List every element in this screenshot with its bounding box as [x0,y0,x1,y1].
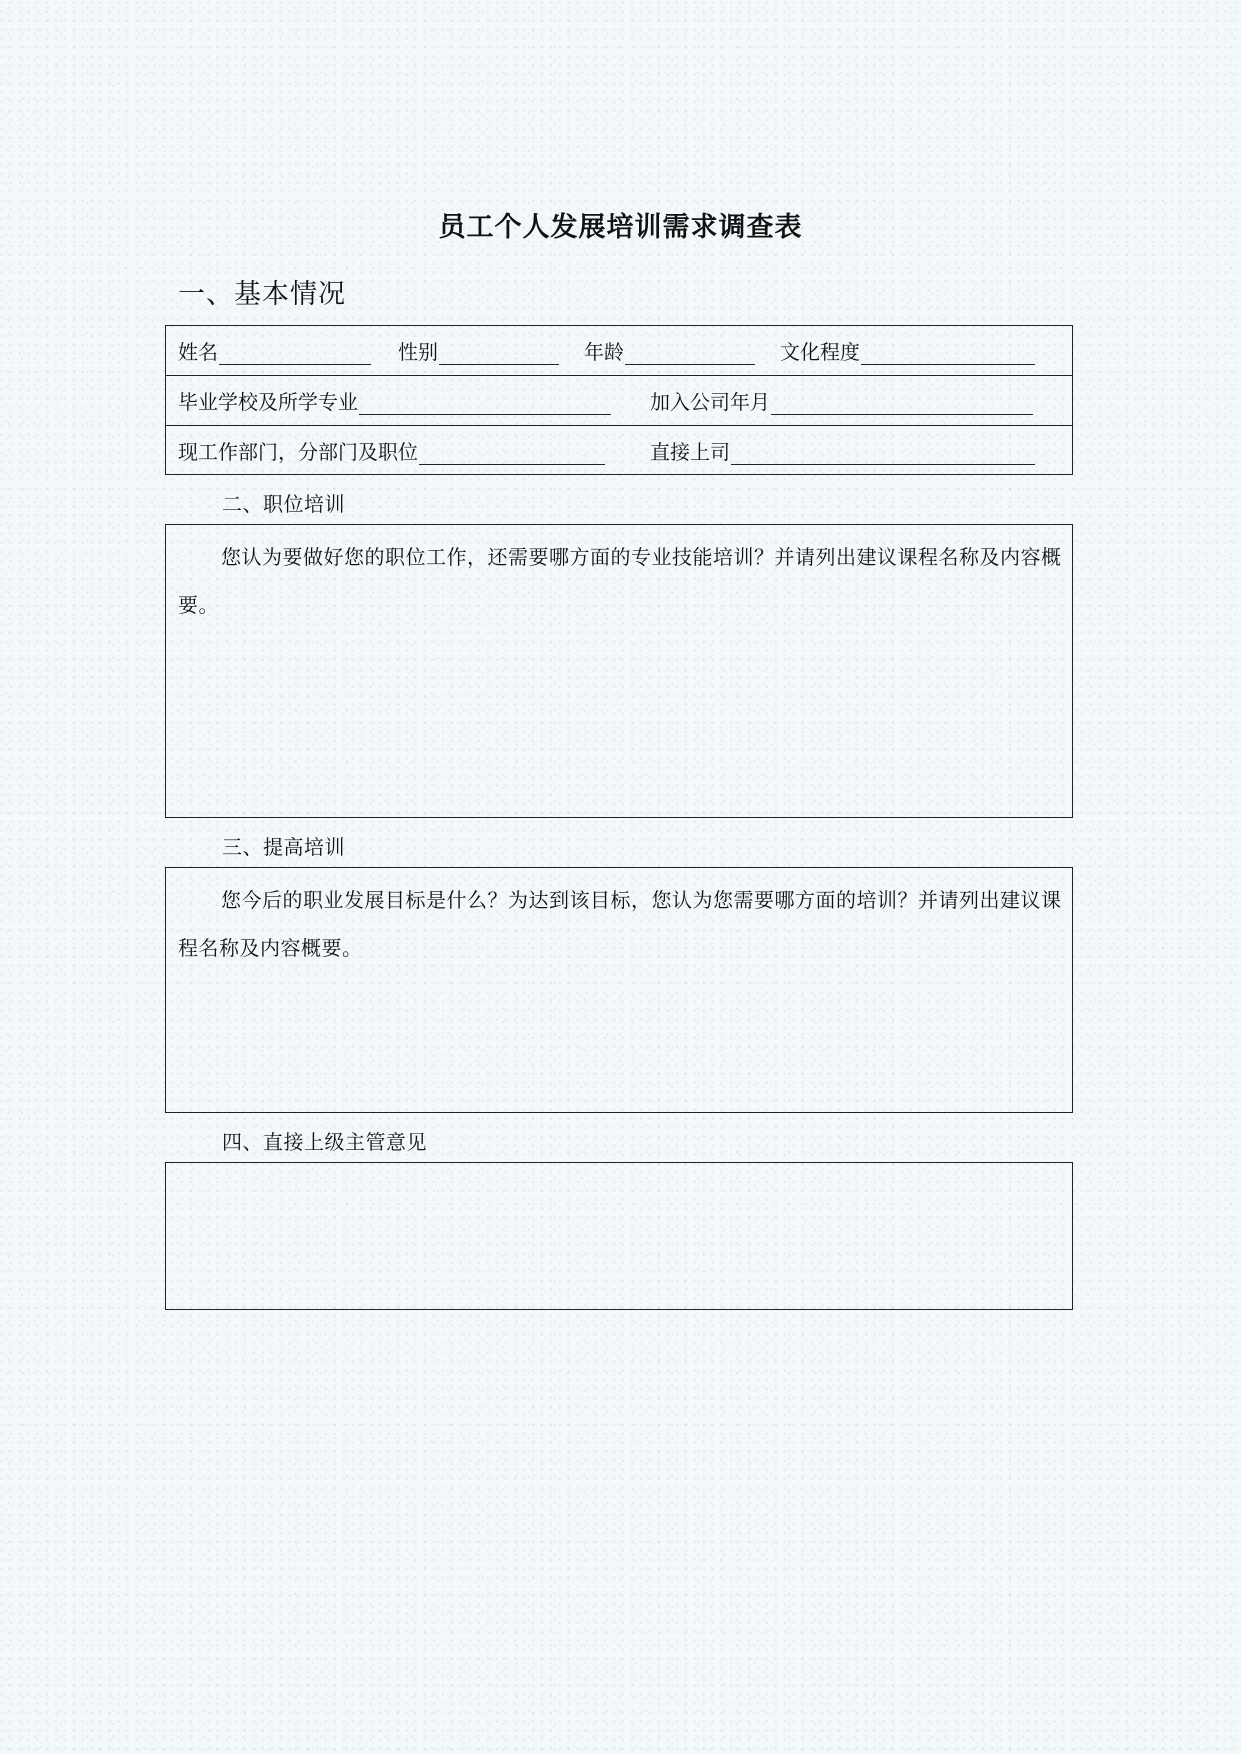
name-label: 姓名 [178,340,218,364]
gender-input-line[interactable] [439,340,559,365]
education-field[interactable] [780,336,1035,365]
supervisor-opinion-box[interactable] [165,1162,1073,1310]
join-date-field[interactable] [650,386,1033,415]
school-label: 毕业学校及所学专业 [178,390,358,414]
age-input-line[interactable] [625,340,755,365]
improvement-training-box[interactable] [165,867,1073,1113]
education-label: 文化程度 [780,340,860,364]
improvement-training-question: 您今后的职业发展目标是什么？为达到该目标，您认为您需要哪方面的培训？并请列出建议课程名称及内容概要。 [178,888,1062,960]
info-row-personal [166,326,1072,376]
school-field[interactable] [178,386,611,415]
name-field[interactable] [178,336,371,365]
join-date-label: 加入公司年月 [650,390,770,414]
gender-field[interactable] [398,336,559,365]
supervisor-label: 直接上司 [650,440,730,464]
name-input-line[interactable] [219,340,371,365]
section-position-training-heading: 二、职位培训 [222,492,345,516]
age-field[interactable] [584,336,755,365]
age-label: 年龄 [584,340,624,364]
school-input-line[interactable] [359,390,611,415]
department-input-line[interactable] [419,440,605,465]
info-row-school [166,375,1072,425]
supervisor-field[interactable] [650,436,1035,465]
education-input-line[interactable] [861,340,1035,365]
position-training-question: 您认为要做好您的职位工作，还需要哪方面的专业技能培训？并请列出建议课程名称及内容概要。 [178,545,1062,617]
supervisor-input-line[interactable] [731,440,1035,465]
document-title: 员工个人发展培训需求调查表 [438,212,803,243]
department-label: 现工作部门，分部门及职位 [178,440,418,464]
section-supervisor-opinion-heading: 四、直接上级主管意见 [222,1130,427,1154]
join-date-input-line[interactable] [771,390,1033,415]
info-row-department [166,425,1072,475]
position-training-box[interactable] [165,524,1073,818]
section-basic-info-heading: 一、基本情况 [178,279,346,310]
gender-label: 性别 [398,340,438,364]
department-field[interactable] [178,436,605,465]
section-improvement-training-heading: 三、提高培训 [222,835,345,859]
basic-info-table [165,325,1073,475]
